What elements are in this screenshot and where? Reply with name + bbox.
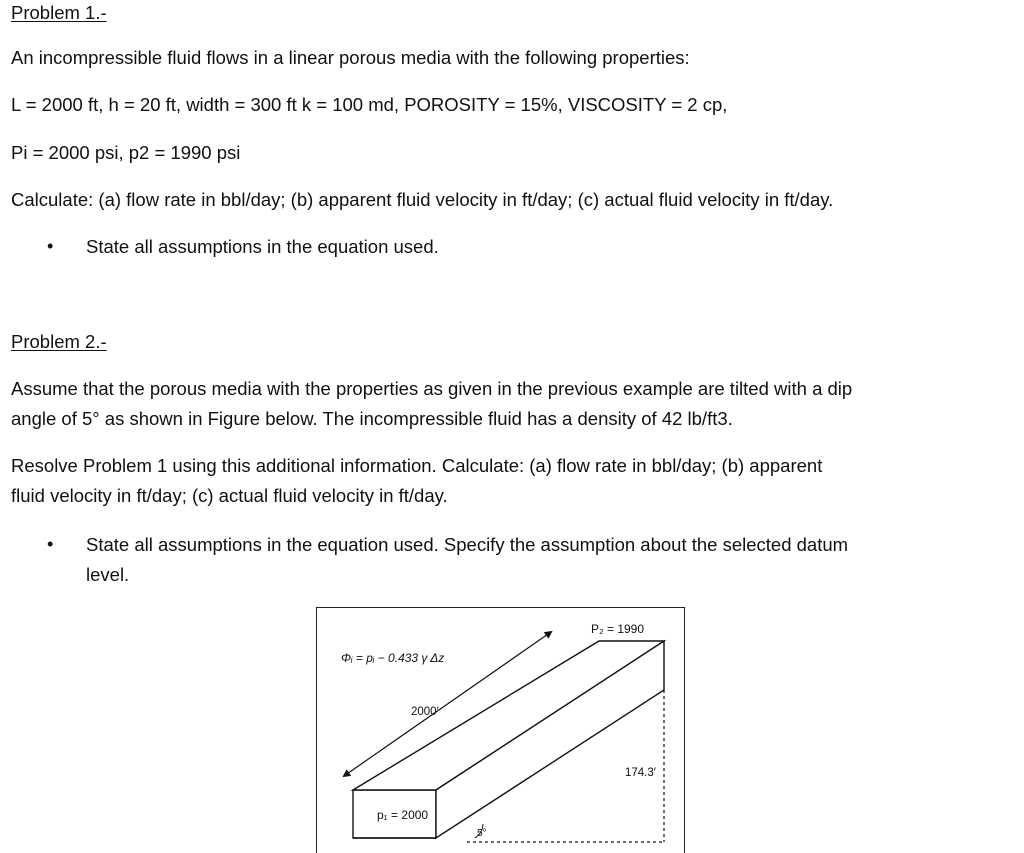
problem-2-paragraph-1-line-2: angle of 5° as shown in Figure below. The incompressible fluid has a density of 42 lb/ft3. xyxy=(11,408,733,429)
p2-label: P₂ = 1990 xyxy=(591,622,645,636)
p1-label: p₁ = 2000 xyxy=(377,808,429,822)
problem-2-paragraph-2-line-2: fluid velocity in ft/day; (c) actual fluid velocity in ft/day. xyxy=(11,485,448,506)
problem-1-heading: Problem 1.- xyxy=(11,2,107,23)
angle-label: 5° xyxy=(477,828,487,839)
problem-2-heading: Problem 2.- xyxy=(11,331,107,352)
problem-1-properties-line-1: L = 2000 ft, h = 20 ft, width = 300 ft k = 100 md, POROSITY = 15%, VISCOSITY = 2 cp, xyxy=(11,94,728,115)
problem-1-calculate: Calculate: (a) flow rate in bbl/day; (b) apparent fluid velocity in ft/day; (c) actual fluid velocity in ft/day. xyxy=(11,189,834,210)
problem-1-bullet: State all assumptions in the equation used. xyxy=(86,236,439,257)
problem-1-bullet-dot: • xyxy=(47,236,54,256)
tilted-reservoir-diagram xyxy=(317,608,685,853)
problem-1-properties-line-2: Pi = 2000 psi, p2 = 1990 psi xyxy=(11,142,241,163)
problem-2-bullet-line-2: level. xyxy=(86,564,130,585)
problem-2-paragraph-1-line-1: Assume that the porous media with the properties as given in the previous example are tilted with a dip xyxy=(11,378,853,399)
length-label: 2000′ xyxy=(411,706,439,718)
problem-2-bullet-line-1: State all assumptions in the equation used. Specify the assumption about the selected datum xyxy=(86,534,849,555)
problem-1-intro: An incompressible fluid flows in a linear porous media with the following properties: xyxy=(11,47,690,68)
tilted-reservoir-figure xyxy=(316,607,685,853)
problem-2-bullet-dot: • xyxy=(47,534,54,554)
height-label: 174.3′ xyxy=(625,767,656,779)
problem-2-paragraph-2-line-1: Resolve Problem 1 using this additional information. Calculate: (a) flow rate in bbl/day; (b) apparent xyxy=(11,455,823,476)
potential-formula: Φᵢ = pᵢ − 0.433 γ Δz xyxy=(341,651,445,665)
